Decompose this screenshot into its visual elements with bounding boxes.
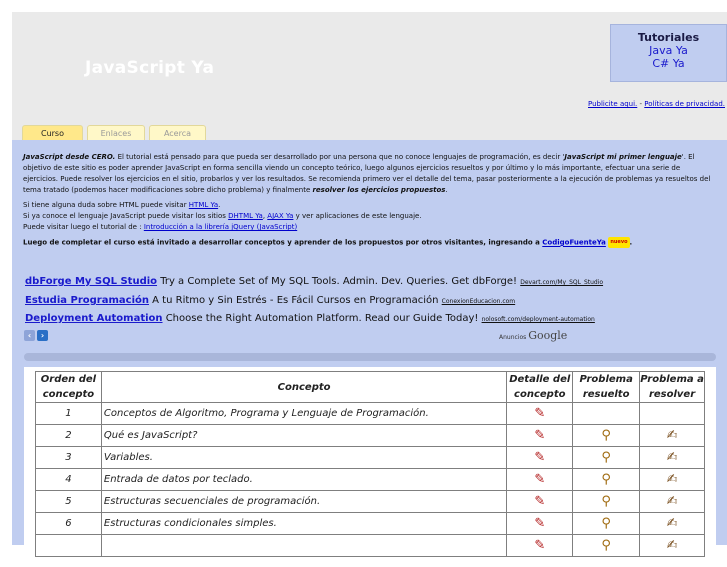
row-concept: Qué es JavaScript? [101, 425, 506, 447]
ajax-ya-link[interactable]: AJAX Ya [267, 212, 294, 220]
header-detail: Detalle del concepto [507, 372, 573, 403]
google-logo: Google [528, 329, 568, 342]
row-solved-cell [573, 425, 640, 447]
row-detail-cell [507, 403, 573, 425]
detail-book-icon[interactable]: ✎ [534, 494, 546, 509]
header-todo: Problema a resolver [640, 372, 705, 403]
tutorials-box [610, 24, 727, 82]
row-solved-cell [573, 447, 640, 469]
row-todo-cell [640, 535, 705, 557]
row-concept [101, 535, 506, 557]
header-concept: Concepto [101, 372, 506, 403]
row-todo-cell [640, 513, 705, 535]
google-ads-label[interactable] [499, 329, 567, 342]
pencil-paper-icon[interactable]: ✍ [666, 472, 678, 487]
row-concept: Conceptos de Algoritmo, Programa y Lenguaje de Programación. [101, 403, 506, 425]
ad-row: Deployment Automation Choose the Right Automation Platform. Read our Guide Today! nolosoft.com/deployment-automation [25, 313, 595, 324]
row-todo-cell [640, 491, 705, 513]
row-concept: Estructuras secuenciales de programación. [101, 491, 506, 513]
row-solved-cell [573, 513, 640, 535]
tab-curso[interactable]: Curso [22, 125, 83, 140]
table-row [36, 447, 705, 469]
course-table [35, 371, 705, 557]
ad-title-link[interactable]: dbForge My SQL Studio [25, 276, 158, 287]
magnifier-icon[interactable]: ⚲ [601, 472, 611, 487]
row-concept: Estructuras condicionales simples. [101, 513, 506, 535]
ad-title-link[interactable]: Estudia Programación [25, 295, 149, 306]
ad-prev-button[interactable]: ‹ [24, 330, 35, 341]
ad-row: dbForge My SQL Studio Try a Complete Set of My SQL Tools. Admin. Dev. Queries. Get dbForge! Devart.com/My_SQL_Studio [25, 276, 604, 287]
course-table-container [24, 367, 716, 567]
intro-paragraph: JavaScript desde CERO. El tutorial está pensado para que pueda ser desarrollado por una persona que no conoce lenguajes de programación, es decir 'JavaScript mi primer lenguaje'. El objetivo de este sitio es poder aprender JavaScript en forma sencilla viendo un concepto teórico, luego algunos ejercicios resueltos y por último y lo más importante, efectuar una serie de ejercicios. Puede resolver los ejercicios en el sitio, probarlos y ver los resultados. Se recomienda primero ver el detalle del tema, pasar posteriormente a la ejecución de problemas ya resueltos del tema tratado (podemos hacer modificaciones sobre dicho problema) y finalmente resolver los ejercicios propuestos. [23, 153, 711, 194]
site-title: JavaScript Ya [85, 58, 215, 78]
pencil-paper-icon[interactable]: ✍ [666, 450, 678, 465]
row-detail-cell [507, 491, 573, 513]
magnifier-icon[interactable]: ⚲ [601, 538, 611, 553]
table-header-row [36, 372, 705, 403]
html-ya-link[interactable]: HTML Ya [188, 201, 219, 209]
detail-book-icon[interactable]: ✎ [534, 472, 546, 487]
table-row [36, 425, 705, 447]
row-solved-cell [573, 535, 640, 557]
row-detail-cell [507, 513, 573, 535]
row-detail-cell [507, 425, 573, 447]
tab-enlaces[interactable]: Enlaces [87, 125, 145, 140]
section-divider [24, 353, 716, 361]
row-order [36, 535, 102, 557]
header-solved: Problema resuelto [573, 372, 640, 403]
magnifier-icon[interactable]: ⚲ [601, 450, 611, 465]
row-todo-cell [640, 469, 705, 491]
header-order: Orden del concepto [36, 372, 102, 403]
advertise-link[interactable]: Publicite aqui. [588, 100, 638, 108]
table-row [36, 469, 705, 491]
magnifier-icon[interactable]: ⚲ [601, 494, 611, 509]
row-detail-cell [507, 469, 573, 491]
main-content [12, 140, 727, 553]
new-badge: nuevo [608, 237, 629, 248]
row-order: 3 [36, 447, 102, 469]
row-detail-cell [507, 535, 573, 557]
row-solved-cell [573, 403, 640, 425]
row-detail-cell [507, 447, 573, 469]
table-row [36, 403, 705, 425]
ad-row: Estudia Programación A tu Ritmo y Sin Estrés - Es Fácil Cursos en Programación ConexionEducacion.com [25, 295, 516, 306]
ad-url-link[interactable]: Devart.com/My_SQL_Studio [520, 279, 604, 286]
ad-links-separator: - [639, 100, 643, 108]
detail-book-icon[interactable]: ✎ [534, 450, 546, 465]
row-concept: Entrada de datos por teclado. [101, 469, 506, 491]
dhtml-ya-link[interactable]: DHTML Ya [228, 212, 263, 220]
row-solved-cell [573, 491, 640, 513]
table-body [36, 403, 705, 557]
ad-url-link[interactable]: ConexionEducacion.com [441, 298, 516, 305]
page-frame [12, 12, 727, 553]
row-order: 6 [36, 513, 102, 535]
ad-links [588, 100, 725, 108]
cta-paragraph: Luego de completar el curso está invitado a desarrollar conceptos y aprender de los propuestos por otros visitantes, ingresando a CodigoFuenteYa nuevo . [23, 238, 633, 247]
tutorial-link-java[interactable]: Java Ya [649, 44, 688, 57]
row-order: 2 [36, 425, 102, 447]
magnifier-icon[interactable]: ⚲ [601, 428, 611, 443]
privacy-link[interactable]: Políticas de privacidad. [644, 100, 725, 108]
ad-navigation [24, 330, 48, 341]
row-todo-cell [640, 425, 705, 447]
table-row [36, 535, 705, 557]
row-concept: Variables. [101, 447, 506, 469]
detail-book-icon[interactable]: ✎ [534, 428, 546, 443]
links-paragraph: Si tiene alguna duda sobre HTML puede visitar HTML Ya. Si ya conoce el lenguaje JavaScript puede visitar los sitios DHTML Ya, AJAX Ya y ver aplicaciones de este lenguaje. Puede visitar luego el tutorial de : Introducción a la librería jQuery (JavaScript) [23, 201, 422, 231]
tutorial-link-csharp[interactable]: C# Ya [652, 57, 685, 70]
detail-book-icon[interactable]: ✎ [534, 406, 546, 421]
tab-bar [22, 125, 206, 140]
table-row [36, 513, 705, 535]
ads-label: Anuncios [499, 334, 527, 341]
row-todo-cell [640, 403, 705, 425]
header [12, 12, 727, 140]
pencil-paper-icon[interactable]: ✍ [666, 516, 678, 531]
row-solved-cell [573, 469, 640, 491]
magnifier-icon[interactable]: ⚲ [601, 516, 611, 531]
ad-title-link[interactable]: Deployment Automation [25, 313, 163, 324]
detail-book-icon[interactable]: ✎ [534, 516, 546, 531]
pencil-paper-icon[interactable]: ✍ [666, 494, 678, 509]
pencil-paper-icon[interactable]: ✍ [666, 538, 678, 553]
row-order: 4 [36, 469, 102, 491]
row-order: 1 [36, 403, 102, 425]
ad-url-link[interactable]: nolosoft.com/deployment-automation [481, 316, 595, 323]
row-todo-cell [640, 447, 705, 469]
jquery-link[interactable]: Introducción a la librería jQuery (JavaScript) [143, 223, 298, 231]
tab-acerca[interactable]: Acerca [149, 125, 206, 140]
table-row [36, 491, 705, 513]
pencil-paper-icon[interactable]: ✍ [666, 428, 678, 443]
codigofuente-link[interactable]: CodigoFuenteYa [542, 238, 606, 247]
tutorials-title: Tutoriales [637, 31, 700, 44]
ad-next-button[interactable]: › [37, 330, 48, 341]
detail-book-icon[interactable]: ✎ [534, 538, 546, 553]
intro-text [23, 152, 715, 249]
row-order: 5 [36, 491, 102, 513]
